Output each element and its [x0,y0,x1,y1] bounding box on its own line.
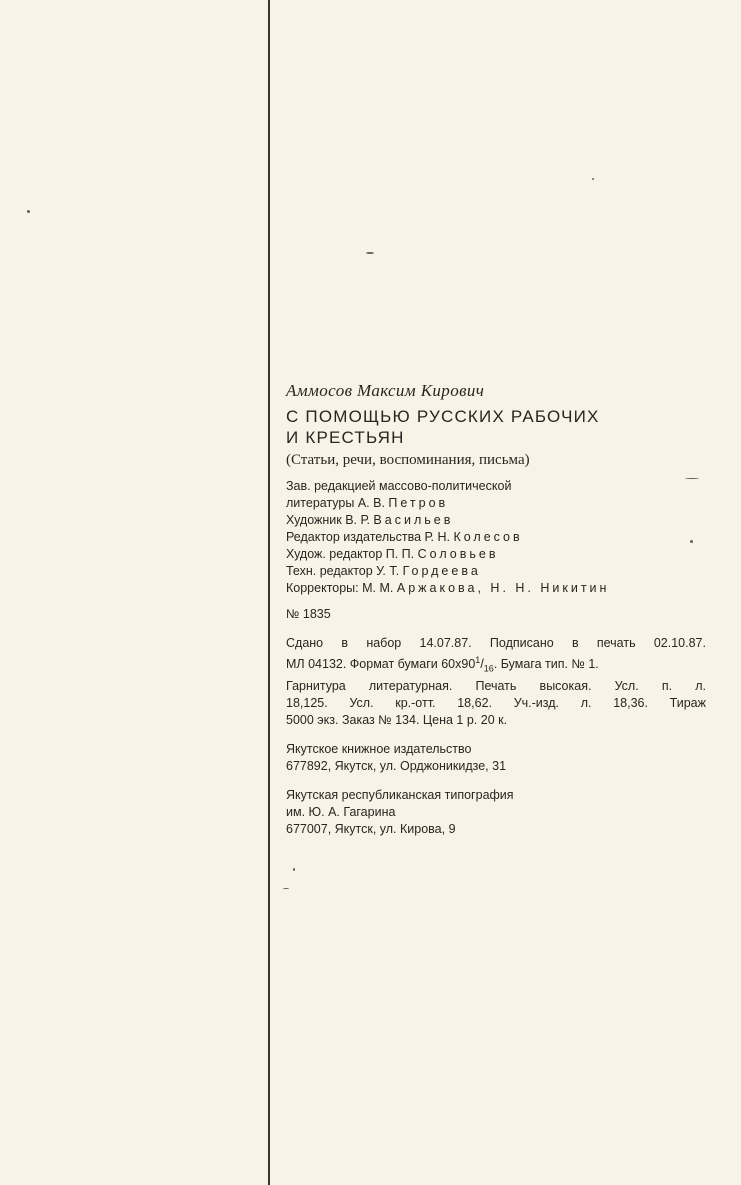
credit-name: Петров [388,496,449,510]
word: 18,36. [613,695,648,710]
print-line-3 [286,678,706,695]
credit-role: Редактор издательства Р. Н. [286,530,450,544]
book-title-line-2: И КРЕСТЬЯН [286,428,405,447]
credit-line [286,478,706,495]
word: л. [695,678,706,693]
word: п. [661,678,673,693]
word: литературная. [368,678,453,693]
printer-name-2: им. Ю. А. Гагарина [286,804,396,819]
publisher-block [286,741,706,775]
credit-role: Техн. редактор У. Т. [286,564,400,578]
credit-role: Зав. редакцией массово-политической [286,479,512,493]
credit-name: Аржакова, Н. Н. Никитин [396,581,610,595]
word: 02.10.87. [653,636,706,650]
word: Печать [475,678,517,693]
publisher-name: Якутское книжное издательство [286,741,472,756]
credit-name: Соловьев [417,547,499,561]
printer-block [286,787,706,838]
print-line-5: 5000 экз. Заказ № 134. Цена 1 р. 20 к. [286,712,508,727]
colophon [286,380,706,850]
word: Уч.-изд. [513,695,559,710]
word: высокая. [539,678,592,693]
credit-name: Васильев [373,513,454,527]
credit-line [286,546,706,563]
scan-speck [366,252,374,254]
word: Усл. [614,678,639,693]
scan-speck [27,210,30,213]
word: Гарнитура [286,678,346,693]
word: 18,62. [457,695,492,710]
word: набор [366,636,402,650]
credit-line [286,580,706,597]
printer-address: 677007, Якутск, ул. Кирова, 9 [286,821,456,836]
print-line-2: МЛ 04132. Формат бумаги $60x90^1/_{16}$. Бумага тип. № 1. [286,655,599,674]
scan-speck [293,868,295,871]
credit-name: Гордеева [402,564,481,578]
print-data [286,635,706,729]
word: в [571,636,579,650]
print-line-1 [286,635,706,652]
scan-speck [592,178,594,180]
paper-type-text: . Бумага тип. № 1. [493,657,599,672]
credit-role: литературы А. В. [286,496,385,510]
word: 18,125. [286,695,328,710]
word: печать [596,636,636,650]
book-title-line-1: С ПОМОЩЬЮ РУССКИХ РАБОЧИХ [286,407,600,426]
word: Подписано [489,636,554,650]
page-fold-line [268,0,270,1185]
author-name: Аммосов Максим Кирович [286,381,485,400]
word: л. [580,695,592,710]
order-number: № 1835 [286,607,331,621]
word: Усл. [349,695,374,710]
credit-name: Колесов [453,530,523,544]
printer-name: Якутская республиканская типография [286,787,514,802]
print-line-4 [286,695,706,712]
word: кр.-отт. [395,695,436,710]
credit-role: Худож. редактор П. П. [286,547,415,561]
credit-line [286,529,706,546]
fraction-denominator: 16 [483,663,494,674]
book-subtitle: (Статьи, речи, воспоминания, письма) [286,452,530,468]
word: в [341,636,349,650]
publisher-address: 677892, Якутск, ул. Орджоникидзе, 31 [286,758,507,773]
credit-line [286,495,706,512]
credits-list [286,478,706,597]
word: Сдано [286,636,324,650]
credit-line [286,512,706,529]
credit-role: Корректоры: М. М. [286,581,394,595]
fraction-numerator: 1 [475,655,481,665]
format-text: МЛ 04132. Формат бумаги 60x90 [286,657,476,672]
scan-speck [283,888,289,889]
credit-line [286,563,706,580]
word: Тираж [669,695,706,710]
word: 14.07.87. [419,636,472,650]
credit-role: Художник В. Р. [286,513,370,527]
